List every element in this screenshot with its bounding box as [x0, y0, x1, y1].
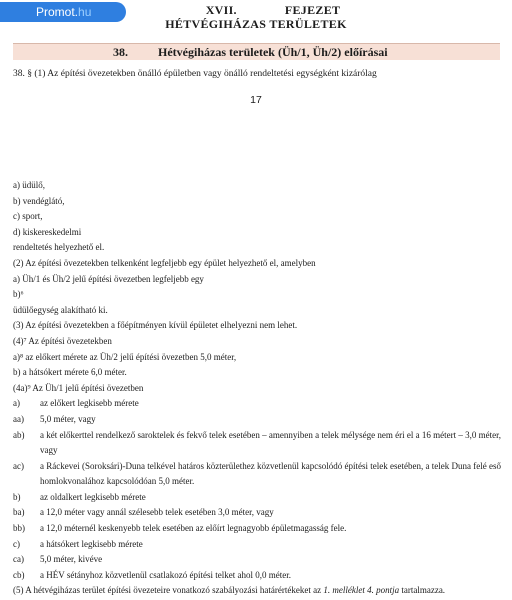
badge-suffix: hu: [78, 5, 92, 19]
intro-paragraph: 38. § (1) Az építési övezetekben önálló épületben vagy önálló rendeltetési egységként kizárólag: [13, 69, 377, 79]
text-line: üdülőegység alakítható ki.: [13, 304, 108, 315]
badge-text: Promot.: [36, 5, 79, 19]
item-key: b): [13, 491, 21, 502]
closing-paragraph: [13, 583, 501, 599]
list-item: [13, 396, 501, 412]
section-title: Hétvégiházas területek (Üh/1, Üh/2) előírásai: [158, 45, 388, 59]
chapter-heading: [0, 3, 512, 31]
list-item: [13, 505, 501, 521]
item-text: a hátsókert legkisebb mérete: [40, 538, 143, 549]
item-key: ab): [13, 429, 25, 440]
list-item: [13, 568, 501, 584]
text-line: a) üdülő,: [13, 180, 45, 190]
item-text: 5,0 méter, vagy: [40, 413, 96, 424]
chapter-number: XVII.: [205, 3, 237, 17]
annex-reference: 1. melléklet 4. pontja: [323, 585, 400, 596]
item-text: az előkert legkisebb mérete: [40, 398, 139, 409]
text-line: b) a hátsókert mérete 6,0 méter.: [13, 367, 127, 378]
item-text: az oldalkert legkisebb mérete: [40, 491, 146, 502]
list-item: [13, 459, 501, 490]
text-line: a)⁸ az előkert mérete az Üh/2 jelű építési övezetben 5,0 méter,: [13, 351, 237, 362]
chapter-title: HÉTVÉGIHÁZAS TERÜLETEK: [165, 17, 347, 31]
item-text: a Ráckevei (Soroksári)-Duna telkével határos közterülethez közvetlenül kapcsolódó építési telek esetében, a telek Duna felé eső homlokvonalához kapcsolódóan 5,0 méter.: [40, 460, 501, 487]
text-line: (3) Az építési övezetekben a főépítményen kívül épületet elhelyezni nem lehet.: [13, 320, 298, 331]
item-text: a HÉV sétányhoz közvetlenül csatlakozó építési telket ahol 0,0 méter.: [40, 569, 292, 580]
item-key: a): [13, 398, 20, 409]
page-number: 17: [250, 94, 262, 106]
item-text: a 12,0 méter vagy annál szélesebb telek esetében 3,0 méter, vagy: [40, 507, 274, 518]
list-item: [13, 428, 501, 459]
text-line: (2) Az építési övezetekben telkenként legfeljebb egy épület helyezhető el, amelyben: [13, 257, 316, 268]
text-line: (4)⁷ Az építési övezetekben: [13, 335, 112, 346]
list-item: [13, 521, 501, 537]
document-body: [13, 178, 501, 599]
item-key: aa): [13, 413, 24, 424]
item-key: cb): [13, 569, 25, 580]
text-line: (4a)⁹ Az Üh/1 jelű építési övezetben: [13, 382, 144, 393]
text-line: b) vendéglátó,: [13, 195, 65, 206]
text-line: a) Üh/1 és Üh/2 jelű építési övezetben legfeljebb egy: [13, 273, 204, 284]
closing-tail: tartalmazza.: [399, 585, 446, 596]
section-heading: [13, 43, 500, 60]
item-key: ac): [13, 460, 24, 471]
item-key: ca): [13, 554, 24, 565]
closing-text: (5) A hétvégiházas terület építési övezeteire vonatkozó szabályozási határértékeket az: [13, 585, 324, 596]
section-number: 38.: [113, 45, 128, 59]
text-line: d) kiskereskedelmi: [13, 226, 82, 237]
list-item: [13, 490, 501, 506]
text-line: c) sport,: [13, 211, 43, 222]
item-key: ba): [13, 507, 25, 518]
text-line: rendeltetés helyezhető el.: [13, 242, 105, 253]
list-item: [13, 552, 501, 568]
list-item: [13, 412, 501, 428]
chapter-word: FEJEZET: [284, 3, 341, 17]
item-key: bb): [13, 523, 25, 534]
list-item: [13, 537, 501, 553]
item-text: a 12,0 méternél keskenyebb telek esetében az előírt legnagyobb épületmagasság fele.: [40, 523, 347, 534]
item-key: c): [13, 538, 20, 549]
item-text: a két előkerttel rendelkező saroktelek és fekvő telek esetében – amennyiben a telek mélysége nem éri el a 16 métert – 3,0 méter, vagy: [40, 429, 501, 456]
item-text: 5,0 méter, kivéve: [40, 554, 103, 565]
text-line: b)⁶: [13, 289, 24, 300]
